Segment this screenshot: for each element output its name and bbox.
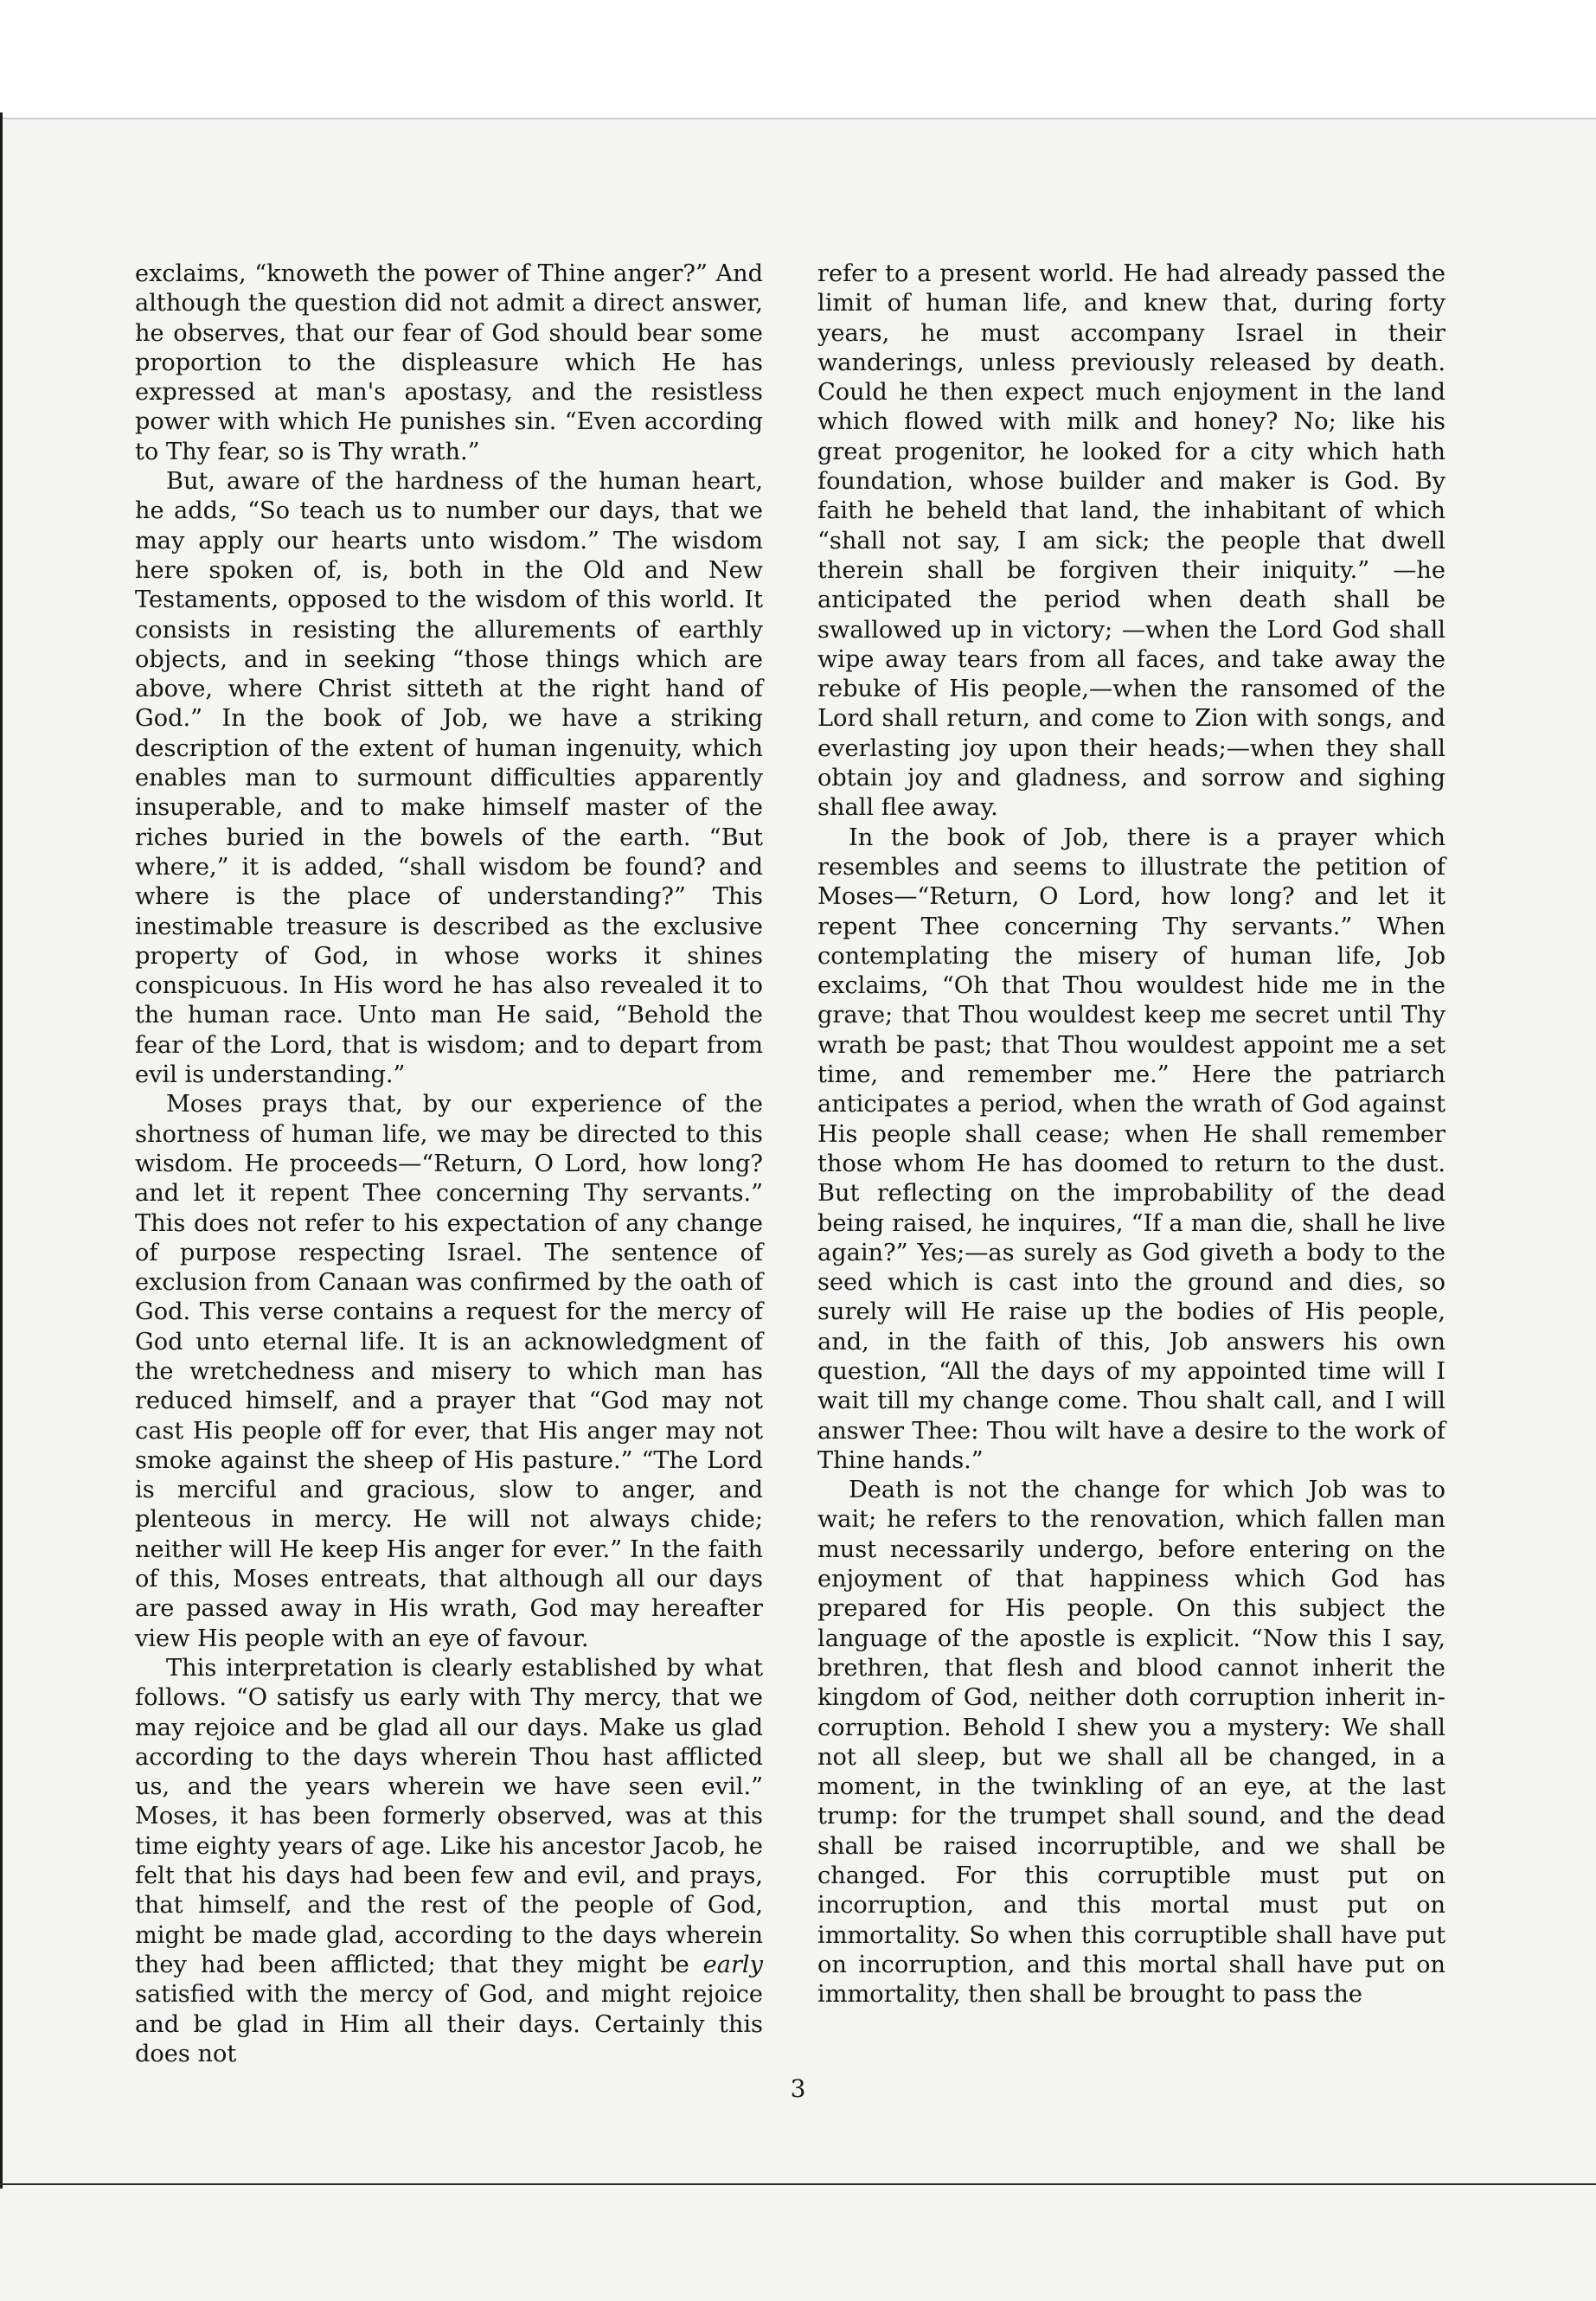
left-paragraph-1: exclaims, “knoweth the power of Thine anger?” And although the question did not admit a direct answer, he observes, that our fear of God should bear some proportion to the displeasure which He has expressed at man's apostasy, and the resistless power with which He punishes sin. “Even according to Thy fear, so is Thy wrath.” [135, 260, 763, 465]
right-column [817, 260, 1445, 2010]
scan-left-edge [0, 112, 3, 2189]
page-number: 3 [790, 2074, 806, 2103]
left-paragraph-4 [135, 1654, 763, 2069]
scan-top-edge [0, 118, 1596, 119]
italic-word-early: early [702, 1951, 763, 1978]
left-paragraph-3: Moses prays that, by our experience of the shortness of human life, we may be directed to this wisdom. He proceeds—“Return, O Lord, how long? and let it repent Thee concerning Thy servants.” This does not refer to his expectation of any change of purpose respecting Israel. The sentence of exclusion from Canaan was confirmed by the oath of God. This verse contains a request for the mercy of God unto eternal life. It is an acknowledgment of the wretchedness and misery to which man has reduced himself, and a prayer that “God may not cast His people off for ever, that His anger may not smoke against the sheep of His pasture.” “The Lord is merciful and gracious, slow to anger, and plenteous in mercy. He will not always chide; neither will He keep His anger for ever.” In the faith of this, Moses entreats, that although all our days are passed away in His wrath, God may hereafter view His people with an eye of favour. [135, 1091, 763, 1652]
scan-top-margin [0, 0, 1596, 119]
left-paragraph-2: But, aware of the hardness of the human heart, he adds, “So teach us to number our days, that we may apply our hearts unto wisdom.” The wisdom here spoken of, is, both in the Old and New Testaments, opposed to the wisdom of this world. It consists in resisting the allurements of earthly objects, and in seeking “those things which are above, where Christ sitteth at the right hand of God.” In the book of Job, we have a striking description of the extent of human ingenuity, which enables man to surmount difficulties apparently insuperable, and to make himself master of the riches buried in the bowels of the earth. “But where,” it is added, “shall wisdom be found? and where is the place of understanding?” This inestimable treasure is described as the exclusive property of God, in whose works it shines conspicuous. In His word he has also revealed it to the human race. Unto man He said, “Behold the fear of the Lord, that is wisdom; and to depart from evil is understanding.” [135, 468, 763, 1089]
left-paragraph-4-start: This interpretation is clearly established by what follows. “O satisfy us early with Thy mercy, that we may rejoice and be glad all our days. Make us glad according to the days wherein Thou hast afflicted us, and the years wherein we have seen evil.” Moses, it has been formerly observed, was at this time eighty years of age. Like his ancestor Jacob, he felt that his days had been few and evil, and prays, that himself, and the rest of the people of God, might be made glad, according to the days wherein they had been afflicted; that they might be [135, 1654, 763, 1978]
left-column [135, 260, 763, 2069]
right-paragraph-2: In the book of Job, there is a prayer which resembles and seems to illustrate the petition of Moses—“Return, O Lord, how long? and let it repent Thee concerning Thy servants.” When contemplating the misery of human life, Job exclaims, “Oh that Thou wouldest hide me in the grave; that Thou wouldest keep me secret until Thy wrath be past; that Thou wouldest appoint me a set time, and remember me.” Here the patriarch anticipates a period, when the wrath of God against His people shall cease; when He shall remember those whom He has doomed to return to the dust. But reflecting on the improbability of the dead being raised, he inquires, “If a man die, shall he live again?” Yes;—as surely as God giveth a body to the seed which is cast into the ground and dies, so surely will He raise up the bodies of His people, and, in the faith of this, Job answers his own question, “All the days of my appointed time will I wait till my change come. Thou shalt call, and I will answer Thee: Thou wilt have a desire to the work of Thine hands.” [817, 824, 1445, 1474]
right-paragraph-3: Death is not the change for which Job was to wait; he refers to the renovation, which fallen man must necessarily undergo, before entering on the enjoyment of that happiness which God has prepared for His people. On this subject the language of the apostle is explicit. “Now this I say, brethren, that flesh and blood cannot inherit the kingdom of God, neither doth corruption inherit in-corruption. Behold I shew you a mystery: We shall not all sleep, but we shall all be changed, in a moment, in the twinkling of an eye, at the last trump: for the trumpet shall sound, and the dead shall be raised incorruptible, and we shall be changed. For this corruptible must put on incorruption, and this mortal must put on immortality. So when this corruptible shall have put on incorruption, and this mortal shall have put on immortality, then shall be brought to pass the [817, 1477, 1445, 2009]
right-paragraph-1: refer to a present world. He had already passed the limit of human life, and knew that, during forty years, he must accompany Israel in their wanderings, unless previously released by death. Could he then expect much enjoyment in the land which flowed with milk and honey? No; like his great progenitor, he looked for a city which hath foundation, whose builder and maker is God. By faith he beheld that land, the inhabitant of which “shall not say, I am sick; the people that dwell therein shall be forgiven their iniquity.” —he anticipated the period when death shall be swallowed up in victory; —when the Lord God shall wipe away tears from all faces, and take away the rebuke of His people,—when the ransomed of the Lord shall return, and come to Zion with songs, and everlasting joy upon their heads;—when they shall obtain joy and gladness, and sorrow and sighing shall flee away. [817, 260, 1445, 822]
scan-bottom-edge [0, 2183, 1596, 2185]
left-paragraph-4-end: satisfied with the mercy of God, and might rejoice and be glad in Him all their days. Certainly this does not [135, 1981, 763, 2067]
